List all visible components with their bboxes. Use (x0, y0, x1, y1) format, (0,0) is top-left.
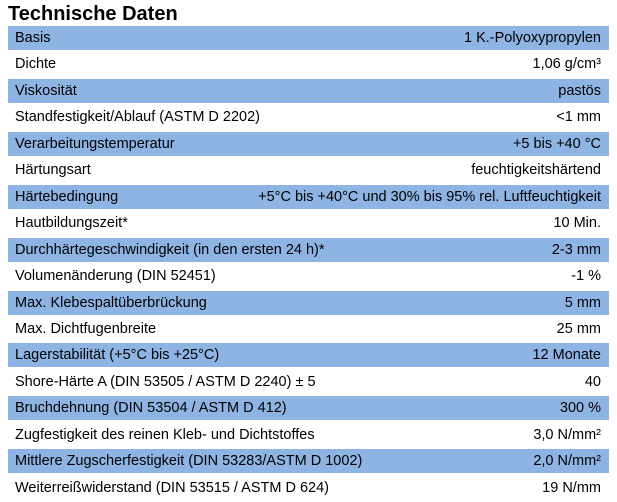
table-row (8, 423, 609, 447)
row-label: Mittlere Zugscherfestigkeit (DIN 53283/ASTM D 1002) (15, 453, 363, 470)
table-row (8, 476, 609, 500)
table-row (8, 158, 609, 182)
row-label: Max. Dichtfugenbreite (15, 320, 157, 337)
row-value: +5 bis +40 °C (512, 135, 601, 152)
table-row (8, 79, 609, 103)
table-row (8, 264, 609, 288)
row-value: 5 mm (564, 294, 601, 311)
table-row (8, 449, 609, 473)
row-label: Shore-Härte A (DIN 53505 / ASTM D 2240) ± 5 (15, 373, 316, 390)
row-label: Weiterreißwiderstand (DIN 53515 / ASTM D 624) (15, 479, 330, 496)
row-value: 3,0 N/mm² (533, 426, 601, 443)
page-title: Technische Daten (8, 3, 178, 25)
table-row (8, 132, 609, 156)
row-value: 1 K.-Polyoxypropylen (463, 30, 601, 46)
table-row (8, 370, 609, 394)
table-row (8, 26, 609, 50)
row-value: 12 Monate (532, 347, 601, 364)
row-label: Verarbeitungstemperatur (15, 135, 175, 152)
row-label: Zugfestigkeit des reinen Kleb- und Dichtstoffes (15, 426, 315, 443)
row-label: Dichte (15, 56, 57, 73)
technical-data-table (8, 26, 609, 502)
row-value: +5°C bis +40°C und 30% bis 95% rel. Luftfeuchtigkeit (258, 188, 601, 205)
row-label: Standfestigkeit/Ablauf (ASTM D 2202) (15, 109, 261, 126)
table-row (8, 211, 609, 235)
row-value: 10 Min. (553, 215, 601, 232)
row-value: 1,06 g/cm³ (532, 56, 601, 73)
row-value: -1 % (571, 268, 601, 285)
row-label: Max. Klebespaltüberbrückung (15, 294, 207, 311)
row-label: Durchhärtegeschwindigkeit (in den ersten 24 h)* (15, 241, 325, 258)
row-value: feuchtigkeitshärtend (471, 162, 601, 179)
row-label: Lagerstabilität (+5°C bis +25°C) (15, 347, 220, 364)
table-row (8, 52, 609, 76)
row-value: 19 N/mm (542, 479, 601, 496)
row-value: 2-3 mm (551, 241, 601, 258)
table-row (8, 105, 609, 129)
row-label: Bruchdehnung (DIN 53504 / ASTM D 412) (15, 400, 287, 417)
row-value: 2,0 N/mm² (533, 453, 601, 470)
table-row (8, 238, 609, 262)
row-value: 40 (584, 373, 601, 390)
row-value: 300 % (559, 400, 601, 417)
row-value: 25 mm (556, 320, 601, 337)
row-label: Härtungsart (15, 162, 91, 179)
table-row (8, 291, 609, 315)
row-label: Viskosität (15, 82, 77, 99)
table-row (8, 317, 609, 341)
row-value: pastös (558, 82, 601, 99)
table-row (8, 185, 609, 209)
table-row (8, 396, 609, 420)
row-value: <1 mm (556, 109, 601, 126)
row-label: Volumenänderung (DIN 52451) (15, 268, 216, 285)
row-label: Hautbildungszeit* (15, 215, 128, 232)
row-label: Basis (15, 30, 51, 46)
row-label: Härtebedingung (15, 188, 119, 205)
table-row (8, 343, 609, 367)
